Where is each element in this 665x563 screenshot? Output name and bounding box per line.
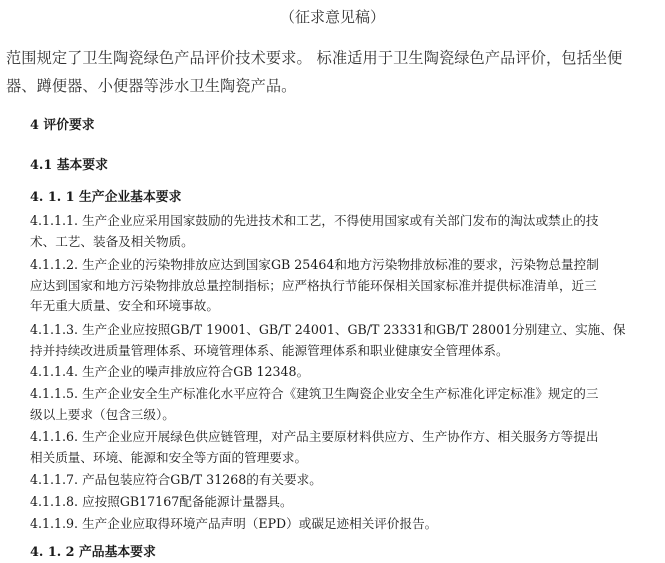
clause-4-1-1-9: [30, 514, 660, 535]
clause-line: 持并持续改进质量管理体系、环境管理体系、能源管理体系和职业健康安全管理体系。: [30, 342, 509, 358]
section-heading-4: 4 评价要求: [30, 118, 95, 133]
clause-line: 术、工艺、装备及相关物质。: [30, 233, 194, 249]
clause-4-1-1-3: [30, 320, 660, 361]
clause-line: 4.1.1.9. 生产企业应取得环境产品声明（EPD）或碳足迹相关评价报告。: [30, 516, 438, 531]
section-heading-4-1-2: 4. 1. 2 产品基本要求: [30, 545, 156, 560]
clause-4-1-1-4: [30, 362, 660, 383]
clause-4-1-1-2: [30, 255, 660, 317]
draft-label: （征求意见稿）: [279, 8, 385, 26]
clause-4-1-1-8: [30, 492, 660, 513]
clause-line: 4.1.1.4. 生产企业的噪声排放应符合GB 12348。: [30, 364, 310, 379]
clause-4-1-1-5: [30, 384, 660, 425]
clause-line: 应达到国家和地方污染物排放总量控制指标；应严格执行节能环保相关国家标准并提供标准清单，近三: [30, 277, 597, 293]
clause-line: 年无重大质量、安全和环境事故。: [30, 298, 219, 313]
intro-line: 器、蹲便器、小便器等涉水卫生陶瓷产品。: [6, 77, 297, 95]
clause-line: 4.1.1.2. 生产企业的污染物排放应达到国家GB 25464和地方污染物排放标准的要求，污染物总量控制: [30, 257, 599, 272]
clause-line: 4.1.1.7. 产品包装应符合GB/T 31268的有关要求。: [30, 472, 322, 487]
clause-line: 4.1.1.8. 应按照GB17167配备能源计量器具。: [30, 494, 293, 509]
clause-line: 4.1.1.3. 生产企业应按照GB/T 19001、GB/T 24001、GB/T 23331和GB/T 28001分别建立、实施、保: [30, 322, 626, 337]
clause-line: 4.1.1.5. 生产企业安全生产标准化水平应符合《建筑卫生陶瓷企业安全生产标准化评定标准》规定的三: [30, 386, 599, 401]
section-heading-4-1: 4.1 基本要求: [30, 158, 108, 173]
clause-4-1-1-7: [30, 470, 660, 491]
clause-4-1-1-1: [30, 211, 660, 252]
clause-line: 4.1.1.1. 生产企业应采用国家鼓励的先进技术和工艺，不得使用国家或有关部门发布的淘汰或禁止的技: [30, 213, 599, 228]
clause-line: 级以上要求（包含三级）。: [30, 406, 175, 422]
intro-paragraph: [6, 44, 661, 100]
intro-line: 范围规定了卫生陶瓷绿色产品评价技术要求。 标准适用于卫生陶瓷绿色产品评价，包括坐便: [6, 49, 623, 67]
section-heading-4-1-1: 4. 1. 1 生产企业基本要求: [30, 190, 182, 205]
clause-4-1-1-6: [30, 427, 660, 468]
clause-line: 4.1.1.6. 生产企业应开展绿色供应链管理，对产品主要原材料供应方、生产协作方、相关服务方等提出: [30, 429, 599, 444]
clause-line: 相关质量、环境、能源和安全等方面的管理要求。: [30, 449, 308, 465]
